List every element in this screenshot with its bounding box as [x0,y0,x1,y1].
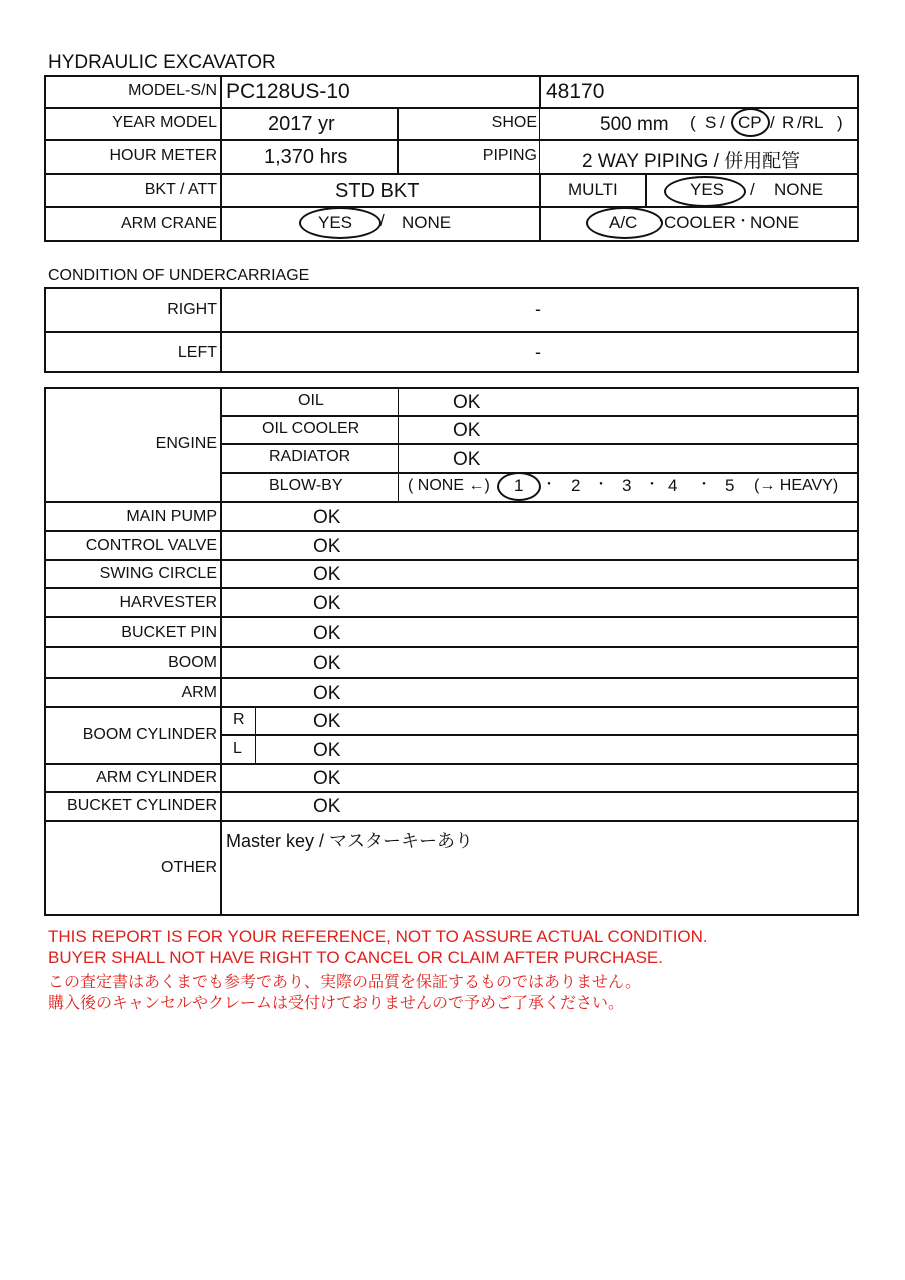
ac-option: A/C [609,213,638,232]
blowby-none-end: ( NONE ←) [408,477,490,494]
arm-crane-label: ARM CRANE [120,215,217,232]
bucket-cylinder-label: BUCKET CYLINDER [67,797,217,814]
none-option: NONE [750,213,800,232]
divider [44,820,859,822]
swing-circle-label: SWING CIRCLE [99,565,217,582]
boom-cylinder-l-label: L [233,740,242,757]
divider [44,331,859,333]
shoe-cp-selected-circle [731,108,770,137]
bkt-value: STD BKT [335,180,420,202]
multi-yes-selected-circle [664,176,746,207]
blowby-heavy-end: (→ HEAVY) [754,477,839,494]
year-value: 2017 yr [268,113,335,135]
piping-value: 2 WAY PIPING / 併用配管 [582,151,801,172]
multi-label: MULTI [568,180,618,199]
ac-selected-circle [586,207,663,239]
divider [44,530,859,532]
divider [220,75,222,242]
hour-meter-label: HOUR METER [109,147,217,164]
cooler-option: COOLER [664,213,736,232]
arm-label: ARM [181,684,217,701]
boom-cylinder-l-value: OK [313,740,341,761]
blowby-level-5: 5 [725,476,735,495]
divider [44,107,859,109]
undercarriage-right-value: - [535,299,541,319]
divider [44,791,859,793]
document-title: HYDRAULIC EXCAVATOR [48,52,276,73]
divider [44,677,859,679]
arm-crane-yes: YES [318,213,353,232]
arm-crane-slash: / [380,211,385,230]
divider [539,107,540,173]
shoe-slash: / [770,113,775,132]
boom-value: OK [313,653,341,674]
shoe-close-paren: ) [837,113,843,132]
serial-value: 48170 [546,80,605,103]
piping-label: PIPING [482,147,537,164]
model-value: PC128US-10 [226,80,350,103]
divider [44,206,859,208]
main-pump-label: MAIN PUMP [126,508,217,525]
arm-crane-none: NONE [402,213,452,232]
blowby-dot: ・ [645,476,659,492]
control-valve-value: OK [313,536,341,557]
other-label: OTHER [161,859,217,876]
disclaimer-line-2: BUYER SHALL NOT HAVE RIGHT TO CANCEL OR CLAIM AFTER PURCHASE. [48,948,663,967]
model-sn-label: MODEL-S/N [128,82,217,99]
shoe-option-s: S [705,113,717,132]
bucket-cylinder-value: OK [313,796,341,817]
divider [220,472,859,474]
divider [539,173,541,242]
blowby-dot: ・ [697,476,711,492]
divider [44,587,859,589]
blowby-dot: ・ [594,476,608,492]
arm-cylinder-value: OK [313,768,341,789]
arm-crane-yes-selected-circle [299,207,381,239]
hours-value: 1,370 hrs [264,146,348,168]
undercarriage-right-label: RIGHT [167,301,217,318]
main-pump-value: OK [313,507,341,528]
oil-cooler-value: OK [453,420,481,441]
divider [645,173,647,206]
blowby-label: BLOW-BY [269,477,343,494]
shoe-option-r: R [782,113,795,132]
bucket-pin-value: OK [313,623,341,644]
divider [398,387,399,501]
boom-cylinder-r-label: R [233,711,245,728]
boom-cylinder-r-value: OK [313,711,341,732]
divider [44,646,859,648]
divider [220,387,222,916]
divider [220,734,859,736]
radiator-value: OK [453,449,481,470]
undercarriage-left-value: - [535,342,541,362]
blowby-level-1: 1 [514,476,524,495]
shoe-value: 500 mm [600,114,669,135]
blowby-dot: ・ [542,476,556,492]
divider [44,706,859,708]
disclaimer-line-4: 購入後のキャンセルやクレームは受付けておりませんので予めご了承ください。 [48,995,625,1012]
blowby-level-3: 3 [622,476,632,495]
undercarriage-border [44,287,859,373]
multi-none: NONE [774,180,824,199]
divider [255,706,256,763]
disclaimer-line-1: THIS REPORT IS FOR YOUR REFERENCE, NOT TO ASSURE ACTUAL CONDITION. [48,927,708,946]
blowby-selected-circle [497,472,541,501]
boom-label: BOOM [168,654,217,671]
divider [220,415,859,417]
shoe-option-cp: CP [738,113,762,132]
oil-cooler-label: OIL COOLER [262,420,360,437]
cooler-dot: ・ [736,213,750,229]
undercarriage-left-label: LEFT [177,344,217,361]
divider [44,763,859,765]
shoe-open-paren: ( [690,113,696,132]
divider [397,107,399,173]
swing-circle-value: OK [313,564,341,585]
blowby-level-2: 2 [571,476,581,495]
oil-value: OK [453,392,481,413]
oil-label: OIL [298,392,324,409]
harvester-label: HARVESTER [119,594,217,611]
bucket-pin-label: BUCKET PIN [121,624,217,641]
divider [539,75,541,107]
divider [44,616,859,618]
boom-cylinder-label: BOOM CYLINDER [82,726,217,743]
radiator-label: RADIATOR [269,448,351,465]
multi-slash: / [750,180,755,199]
year-model-label: YEAR MODEL [112,114,217,131]
divider [44,559,859,561]
harvester-value: OK [313,593,341,614]
arm-cylinder-label: ARM CYLINDER [96,769,217,786]
divider [44,139,859,141]
divider [44,173,859,175]
multi-yes: YES [690,180,725,199]
divider [220,443,859,445]
disclaimer-line-3: この査定書はあくまでも参考であり、実際の品質を保証するものではありません。 [48,974,641,991]
control-valve-label: CONTROL VALVE [85,537,217,554]
other-value: Master key / マスターキーあり [226,831,474,851]
arm-value: OK [313,683,341,704]
shoe-label: SHOE [491,114,537,131]
divider [44,501,859,503]
shoe-option-rl: /RL [797,113,824,132]
bkt-att-label: BKT / ATT [144,181,217,198]
shoe-slash: / [720,113,725,132]
ac-dot: ・ [654,213,668,229]
undercarriage-title: CONDITION OF UNDERCARRIAGE [48,267,310,284]
engine-label: ENGINE [155,435,217,452]
blowby-level-4: 4 [668,476,678,495]
divider [220,287,222,373]
